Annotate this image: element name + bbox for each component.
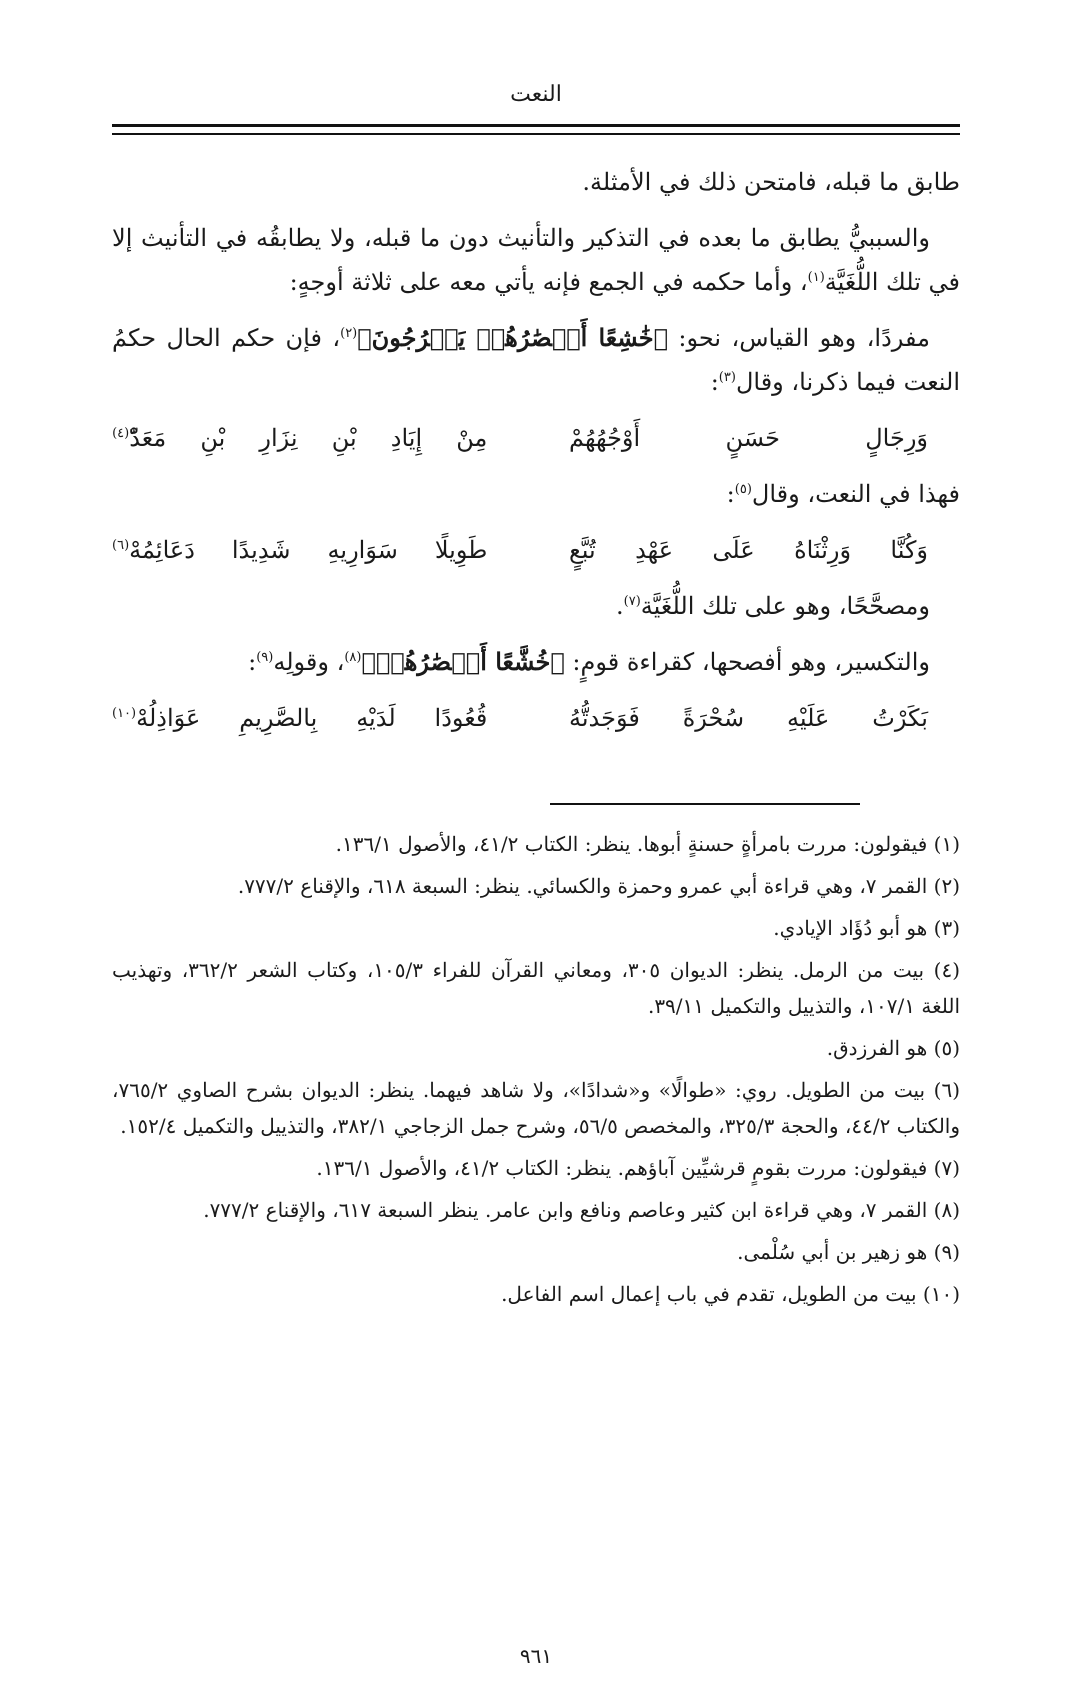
footnote-5: (٥) هو الفرزدق. (826, 1036, 960, 1060)
footnote-ref-9: (٩) (256, 650, 274, 665)
verse-2-word: وَرِثْنَاهُ (794, 536, 852, 564)
verse-2-word: طَوِيلًا (434, 536, 488, 564)
verse-3-second-hemistich (112, 696, 487, 740)
paragraph-3 (112, 316, 960, 404)
verse-3 (112, 696, 960, 740)
verse-3-word: بَكَرْتُ (872, 704, 928, 732)
main-text (112, 160, 960, 752)
header-rule-thick (112, 124, 960, 127)
footnote-3: (٣) هو أبو دُؤَاد الإيادي. (773, 916, 960, 940)
paragraph-4 (112, 472, 960, 516)
verse-2-first-hemistich (569, 528, 928, 572)
paragraph-6-text-b: ، وقولِه (273, 648, 345, 676)
running-header-title: النعت (510, 82, 562, 107)
footnote-8: (٨) القمر ٧، وهي قراءة ابن كثير وعاصم ونافع وابن عامر. ينظر السبعة ٦١٧، والإقناع ٧٧٧/٢. (203, 1198, 960, 1222)
verse-1 (112, 416, 960, 460)
paragraph-2-text-a: والسببيُّ يطابق ما بعده في التذكير والتأنيث دون ما قبله، ولا يطابقُه في التأنيث إلا في تلك اللُّغَيَّة (112, 224, 960, 296)
verse-3-word: سُحْرَةً (682, 704, 745, 732)
verse-3-word: بِالصَّرِيمِ (239, 704, 318, 732)
paragraph-6-text-a: والتكسير، وهو أفصحها، كقراءة قومٍ: (564, 648, 930, 676)
paragraph-3-text-b: ، فإن حكم الحال حكمُ النعت فيما ذكرنا، وقال (112, 324, 960, 396)
paragraph-6 (112, 640, 960, 684)
paragraph-4-text-b: : (726, 480, 735, 508)
paragraph-5-text-a: ومصحَّحًا، وهو على تلك اللُّغَيَّة (640, 592, 930, 620)
page-number: ٩٦١ (519, 1644, 553, 1668)
verse-1-last-word (112, 416, 166, 460)
quran-quote-1: ﴿خَٰشِعًا أَبۡصَٰرُهُمۡ يَخۡرُجُونَ﴾ (357, 323, 669, 352)
verse-3-last-word (112, 696, 200, 740)
verse-2-word: تُبَّعٍ (569, 536, 596, 564)
verse-3-word: عَلَيْهِ (786, 704, 830, 732)
verse-1-first-hemistich (569, 416, 928, 460)
paragraph-1-text: طابق ما قبله، فامتحن ذلك في الأمثلة. (582, 168, 960, 196)
verse-3-first-hemistich (569, 696, 928, 740)
paragraph-5 (112, 584, 960, 628)
footnote-9: (٩) هو زهير بن أبي سُلْمى. (737, 1240, 960, 1264)
footnote-6: (٦) بيت من الطويل. روي: «طوالًا» و«شدادًا»، ولا شاهد فيهما. ينظر: الديوان بشرح الصاوي ٧٦٥/٢، والكتاب ٤٤/٢، والحجة ٣٢٥/٣، والمخصص ٥٦/٥، وشرح جمل الزجاجي ٣٨٢/١، والتذييل والتكميل ١٥٢/٤. (112, 1078, 960, 1138)
footnote-ref-3: (٣) (718, 370, 736, 385)
verse-2-word: دَعَائِمُهْ (129, 536, 195, 564)
verse-1-word: نِزَارِ (259, 424, 298, 452)
verse-1-second-hemistich (112, 416, 487, 460)
verse-2-word: سَوَارِيهِ (327, 536, 398, 564)
verse-2-word: عَهْدِ (635, 536, 674, 564)
verse-2-last-word (112, 528, 195, 572)
footnote-ref-4: (٤) (112, 426, 130, 441)
paragraph-3-text-c: : (710, 368, 719, 396)
header-rule-thin (112, 133, 960, 135)
verse-3-word: عَوَاذِلُهْ (136, 704, 201, 732)
verse-1-word: مَعَدّْ (129, 424, 167, 452)
verse-1-word: بْنِ (200, 424, 226, 452)
verse-2-word: وَكُنَّا (890, 536, 928, 564)
verse-3-word: لَدَيْهِ (356, 704, 396, 732)
verse-1-word: بْنِ (331, 424, 357, 452)
footnote-4: (٤) بيت من الرمل. ينظر: الديوان ٣٠٥، ومعاني القرآن للفراء ١٠٥/٣، وكتاب الشعر ٣٦٢/٢، وتهذيب اللغة ١٠٧/١، والتذييل والتكميل ٣٩/١١. (112, 958, 960, 1018)
verse-2-word: شَدِيدًا (231, 536, 291, 564)
footnote-2: (٢) القمر ٧، وهي قراءة أبي عمرو وحمزة والكسائي. ينظر: السبعة ٦١٨، والإقناع ٧٧٧/٢. (237, 874, 960, 898)
footnote-1: (١) فيقولون: مررت بامرأةٍ حسنةٍ أبوها. ينظر: الكتاب ٤١/٢، والأصول ١٣٦/١. (335, 832, 960, 856)
verse-3-word: فَوَجَدتُّهُ (568, 704, 640, 732)
footnote-ref-1: (١) (807, 270, 825, 285)
footnote-ref-2: (٢) (340, 326, 358, 341)
footnotes (112, 826, 960, 1318)
verse-1-word: وَرِجَالٍ (865, 424, 928, 452)
verse-1-word: إِيَادِ (390, 424, 423, 452)
paragraph-2 (112, 216, 960, 304)
paragraph-1 (112, 160, 960, 204)
paragraph-3-text-a: مفردًا، وهو القياس، نحو: (668, 324, 930, 352)
footnote-ref-6: (٦) (112, 538, 130, 553)
paragraph-2-text-b: ، وأما حكمه في الجمع فإنه يأتي معه على ثلاثة أوجهٍ: (289, 268, 808, 296)
verse-2-word: عَلَى (712, 536, 755, 564)
verse-1-word: حَسَنٍ (725, 424, 780, 452)
verse-2-second-hemistich (112, 528, 487, 572)
footnote-separator (550, 803, 860, 805)
quran-quote-2: ﴿خُشَّعًا أَبۡصَٰرُهُمۡ﴾ (361, 647, 565, 676)
footnote-10: (١٠) بيت من الطويل، تقدم في باب إعمال اسم الفاعل. (501, 1282, 960, 1306)
paragraph-5-text-b: . (616, 592, 624, 620)
verse-1-word: مِنْ (456, 424, 488, 452)
footnote-ref-8: (٨) (344, 650, 362, 665)
footnote-7: (٧) فيقولون: مررت بقومٍ قرشيِّين آباؤهم. ينظر: الكتاب ٤١/٢، والأصول ١٣٦/١. (316, 1156, 960, 1180)
footnote-ref-5: (٥) (734, 482, 752, 497)
verse-2 (112, 528, 960, 572)
footnote-ref-10: (١٠) (112, 706, 137, 721)
paragraph-4-text-a: فهذا في النعت، وقال (751, 480, 960, 508)
footnote-ref-7: (٧) (623, 594, 641, 609)
paragraph-6-text-c: : (248, 648, 257, 676)
verse-3-word: قُعُودًا (434, 704, 488, 732)
verse-1-word: أَوْجُهُهُمْ (568, 424, 641, 452)
